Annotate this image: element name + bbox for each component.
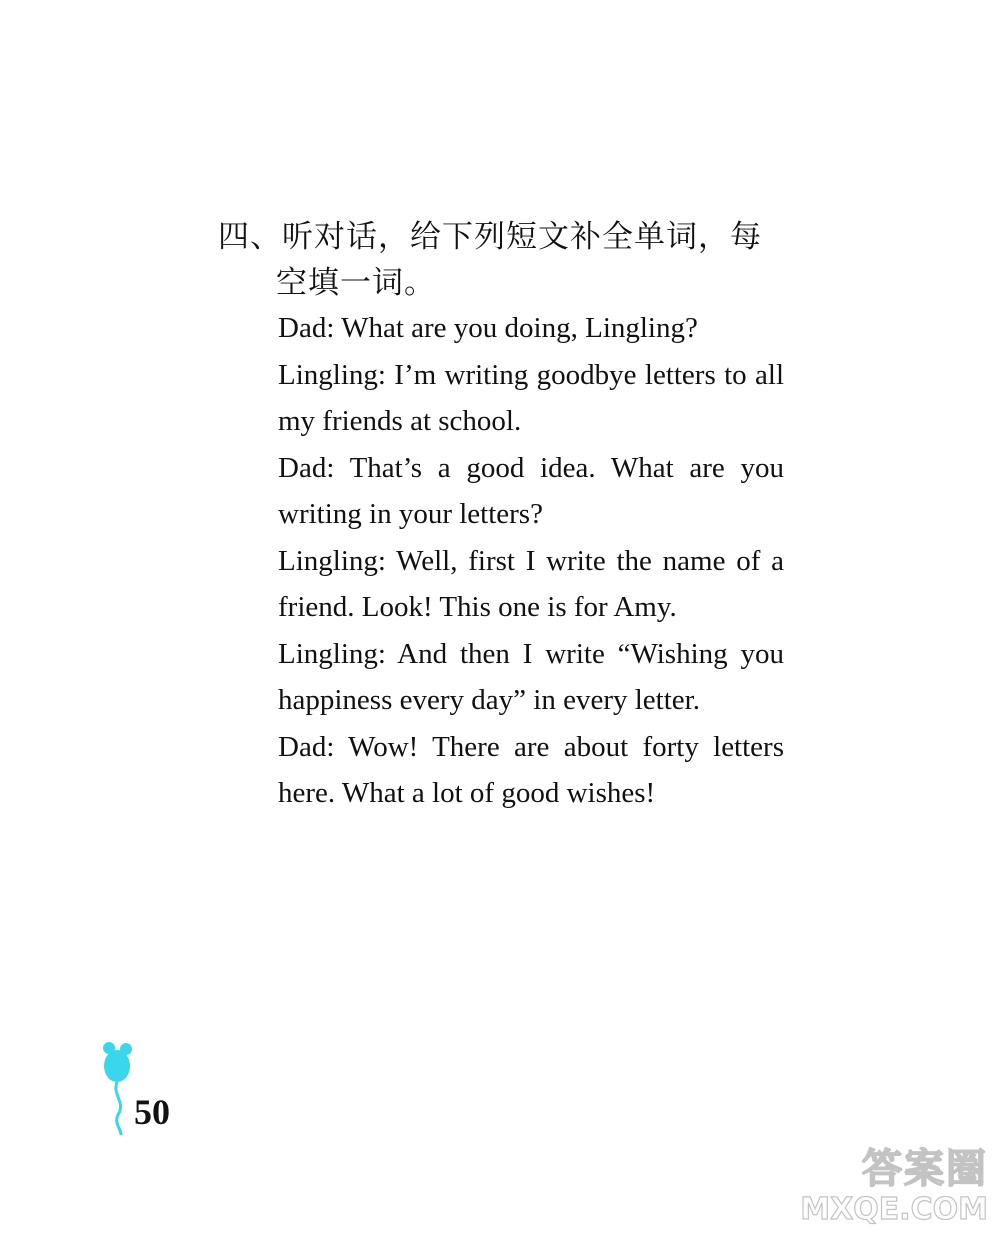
heading-line-1: 四、听对话，给下列短文补全单词，每	[218, 219, 762, 255]
mouse-icon	[100, 1040, 136, 1135]
dialogue-turn: Lingling: Well, first I write the name of a friend. Look! This one is for Amy.	[278, 544, 784, 623]
site-watermark	[800, 1137, 988, 1227]
heading-line-2: 空填一词。	[276, 265, 436, 301]
exercise-heading	[218, 214, 788, 306]
page-number: 50	[134, 1092, 170, 1132]
dialogue-turn: Dad: That’s a good idea. What are you writing in your letters?	[278, 451, 784, 530]
dialogue-turn: Dad: What are you doing, Lingling?	[278, 312, 698, 344]
watermark-logo-text: 答案圈	[862, 1146, 988, 1192]
watermark-domain: MXQE.COM	[800, 1192, 988, 1227]
dialogue-transcript	[278, 305, 784, 817]
dialogue-turn: Dad: Wow! There are about forty letters here. What a lot of good wishes!	[278, 730, 784, 809]
dialogue-turn: Lingling: And then I write “Wishing you happiness every day” in every letter.	[278, 637, 784, 716]
dialogue-turn: Lingling: I’m writing goodbye letters to all my friends at school.	[278, 358, 784, 437]
